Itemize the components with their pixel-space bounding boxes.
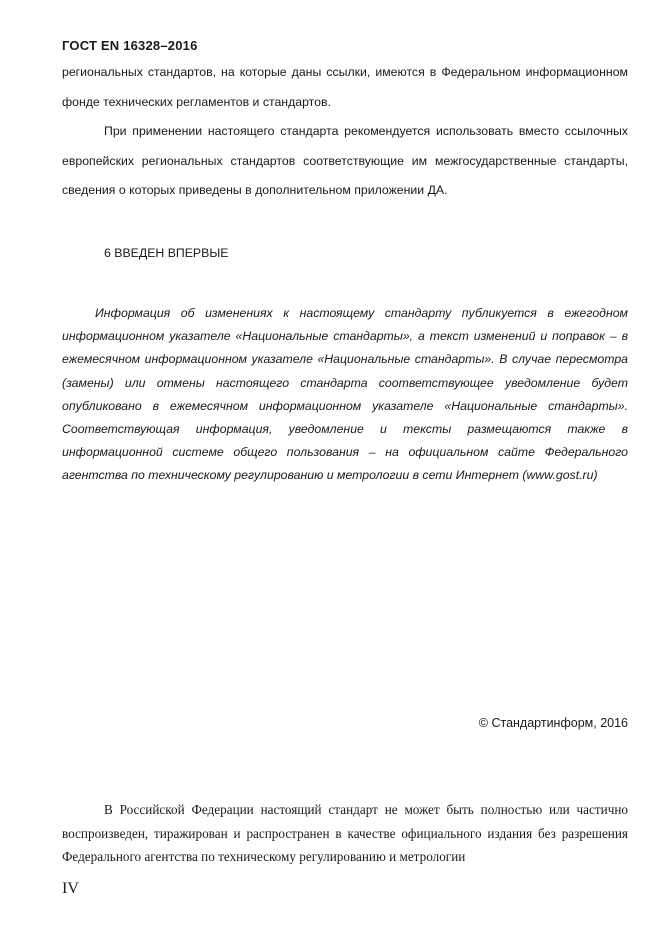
page-number: IV (62, 880, 79, 897)
item-6-introduced-first-time: 6 ВВЕДЕН ВПЕРВЫЕ (104, 246, 229, 260)
intro-continuation-paragraph: региональных стандартов, на которые даны ссылки, имеются в Федеральном информационном фонде технических регламентов и стандартов. (62, 65, 628, 109)
copyright-notice: © Стандартинформ, 2016 (478, 716, 628, 730)
recommendation-paragraph: При применении настоящего стандарта рекомендуется использовать вместо ссылочных европейских региональных стандартов соответствующие им межгосударственные стандарты, сведения о которых приведены в дополнительном приложении ДА. (62, 124, 628, 197)
rf-reproduction-notice: В Российской Федерации настоящий стандарт не может быть полностью или частично воспроизведен, тиражирован и распространен в качестве официального издания без разрешения Федерального агентства по техническому регулированию и метрологии (62, 802, 628, 864)
document-header: ГОСТ EN 16328–2016 (62, 38, 198, 53)
information-notice-paragraph: Информация об изменениях к настоящему стандарту публикуется в ежегодном информационном указателе «Национальные стандарты», а текст изменений и поправок – в ежемесячном информационном указателе «Национальные стандарты». В случае пересмотра (замены) или отмены настоящего стандарта соответствующее уведомление будет опубликовано в ежемесячном информационном указателе «Национальные стандарты». Соответствующая информация, уведомление и тексты размещаются также в информационной системе общего пользования – на официальном сайте Федерального агентства по техническому регулированию и метрологии в сети Интернет (www.gost.ru) (62, 306, 628, 483)
